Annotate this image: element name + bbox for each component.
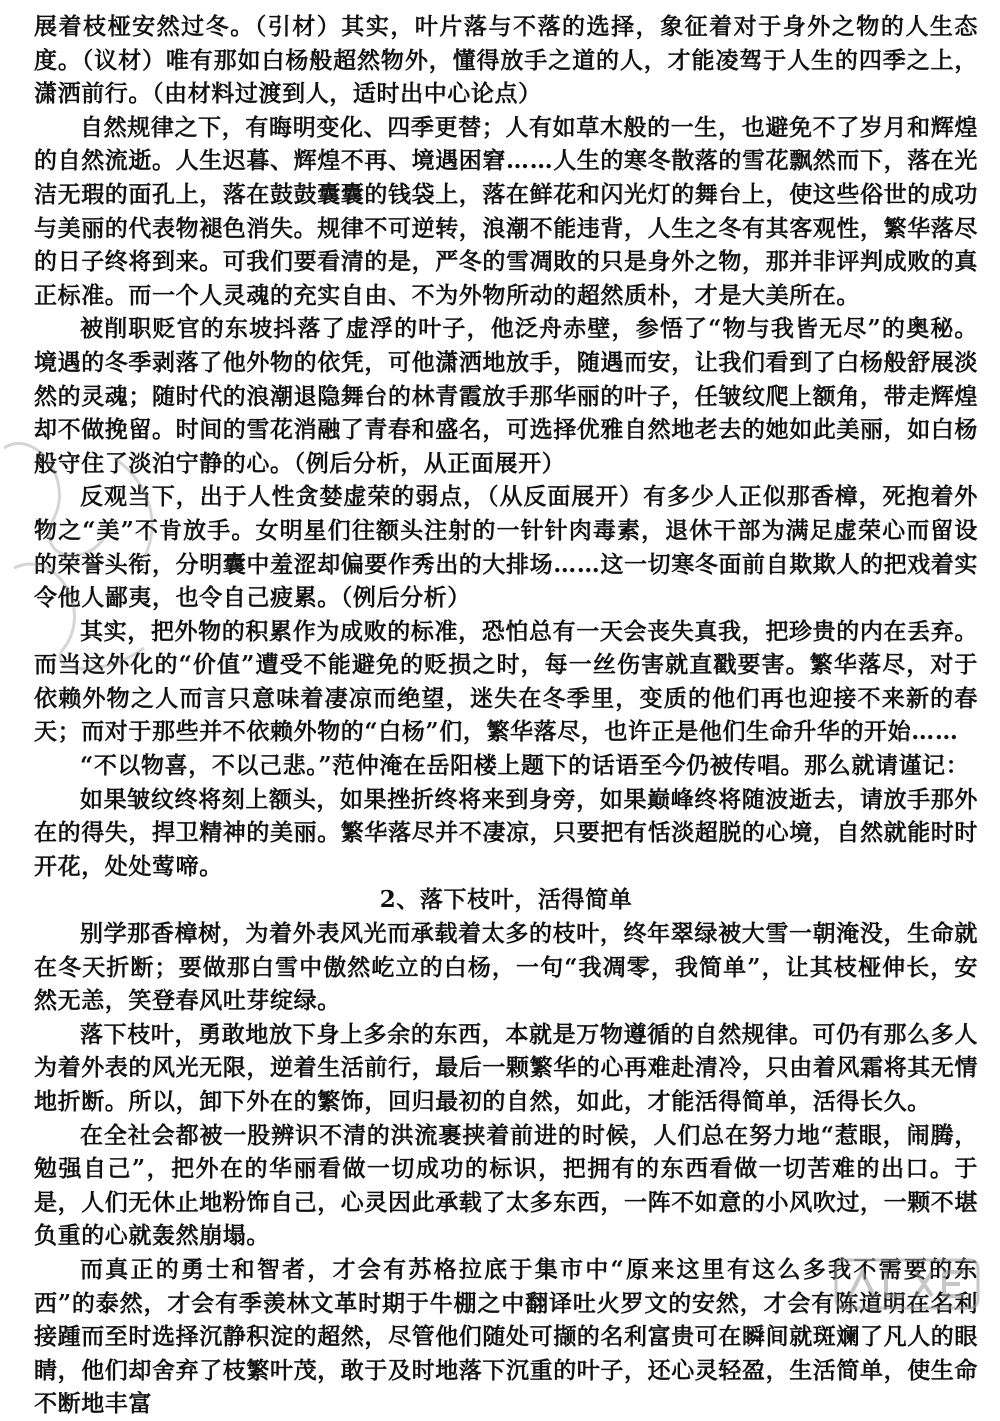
paragraph-1: 展着枝桠安然过冬。（引材）其实，叶片落与不落的选择，象征着对于身外之物的人生态度。（议材）唯有那如白杨般超然物外，懂得放手之道的人，才能凌驾于人生的四季之上，潇洒前行。（由材料过渡到人，适时出中心论点） xyxy=(34,13,978,108)
paragraph-11: 而真正的勇士和智者，才会有苏格拉底于集市中“原来这里有这么多我不需要的东西”的泰然，才会有季羡林文革时期于牛棚之中翻译吐火罗文的安然，才会有陈道明在名利接踵而至时选择沉静积淀的超然，尽管他们随处可撷的名利富贵可在瞬间就斑斓了凡人的眼睛，他们却舍弃了枝繁叶茂，敢于及时地落下沉重的叶子，还心灵轻盈，生活简单，使生命不断地丰富 xyxy=(34,1255,978,1418)
paragraph-9: 落下枝叶，勇敢地放下身上多余的东西，本就是万物遵循的自然规律。可仍有那么多人为着外表的风光无限，逆着生活前行，最后一颗繁华的心再难赴清冷，只由着风霜将其无情地折断。所以，卸下外在的繁饰，回归最初的自然，如此，才能活得简单，活得长久。 xyxy=(34,1020,978,1115)
paragraph-5: 其实，把外物的积累作为成败的标准，恐怕总有一天会丧失真我，把珍贵的内在丢弃。而当这外化的“价值”遭受不能避免的贬损之时，每一丝伤害就直戳要害。繁华落尽，对于依赖外物之人而言只意味着凄凉而绝望，迷失在冬季里，变质的他们再也迎接不来新的春天；而对于那些并不依赖外物的“白杨”们，繁华落尽，也许正是他们生命升华的开始…… xyxy=(34,617,978,746)
paragraph-7: 如果皱纹终将刻上额头，如果挫折终将来到身旁，如果巅峰终将随波逝去，请放手那外在的得失，捍卫精神的美丽。繁华落尽并不凄凉，只要把有恬淡超脱的心境，自然就能时时开花，处处莺啼。 xyxy=(34,785,978,880)
paragraph-8: 别学那香樟树，为着外表风光而承载着太多的枝叶，终年翠绿被大雪一朝淹没，生命就在冬天折断；要做那白雪中傲然屹立的白杨，一句“我凋零，我简单”，让其枝桠伸长，安然无恙，笑登春风吐芽绽绿。 xyxy=(34,920,978,1015)
paragraph-6: “不以物喜，不以己悲。”范仲淹在岳阳楼上题下的话语至今仍被传唱。那么就请谨记： xyxy=(80,752,970,780)
section-heading: 2、落下枝叶，活得简单 xyxy=(379,886,633,914)
paragraph-4: 反观当下，出于人性贪婪虚荣的弱点，（从反面展开）有多少人正似那香樟，死抱着外物之“美”不肯放手。女明星们往额头注射的一针针肉毒素，退休干部为满足虚荣心而留设的荣誉头衔，分明囊中羞涩却偏要作秀出的大排场……这一切寒冬面前自欺欺人的把戏着实令他人鄙夷，也令自己疲累。（例后分析） xyxy=(34,483,978,612)
paragraph-10: 在全社会都被一股辨识不清的洪流裹挟着前进的时候，人们总在努力地“惹眼，闹腾，勉强自己”，把外在的华丽看做一切成功的标识，把拥有的东西看做一切苦难的出口。于是，人们无休止地粉饰自己，心灵因此承载了太多东西，一阵不如意的小风吹过，一颗不堪负重的心就轰然崩塌。 xyxy=(34,1121,978,1250)
paragraph-2: 自然规律之下，有晦明变化、四季更替；人有如草木般的一生，也避免不了岁月和辉煌的自然流逝。人生迟暮、辉煌不再、境遇困窘……人生的寒冬散落的雪花飘然而下，落在光洁无瑕的面孔上，落在鼓鼓囊囊的钱袋上，落在鲜花和闪光灯的舞台上，使这些俗世的成功与美丽的代表物褪色消失。规律不可逆转，浪潮不能违背，人生之冬有其客观性，繁华落尽的日子终将到来。可我们要看清的是，严冬的雪凋敗的只是身外之物，那并非评判成败的真正标准。而一个人灵魂的充实自由、不为外物所动的超然质朴，才是大美所在。 xyxy=(34,113,978,309)
paragraph-3: 被削职贬官的东坡抖落了虚浮的叶子，他泛舟赤壁，参悟了“物与我皆无尽”的奥秘。境遇的冬季剥落了他外物的依凭，可他潇洒地放手，随遇而安，让我们看到了白杨般舒展淡然的灵魂；随时代的浪潮退隐舞台的林青霞放手那华丽的叶子，任皱纹爬上额角，带走辉煌却不做挽留。时间的雪花消融了青春和盛名，可选择优雅自然地老去的她如此美丽，如白杨般守住了淡泊宁静的心。（例后分析，从正面展开） xyxy=(34,315,978,477)
